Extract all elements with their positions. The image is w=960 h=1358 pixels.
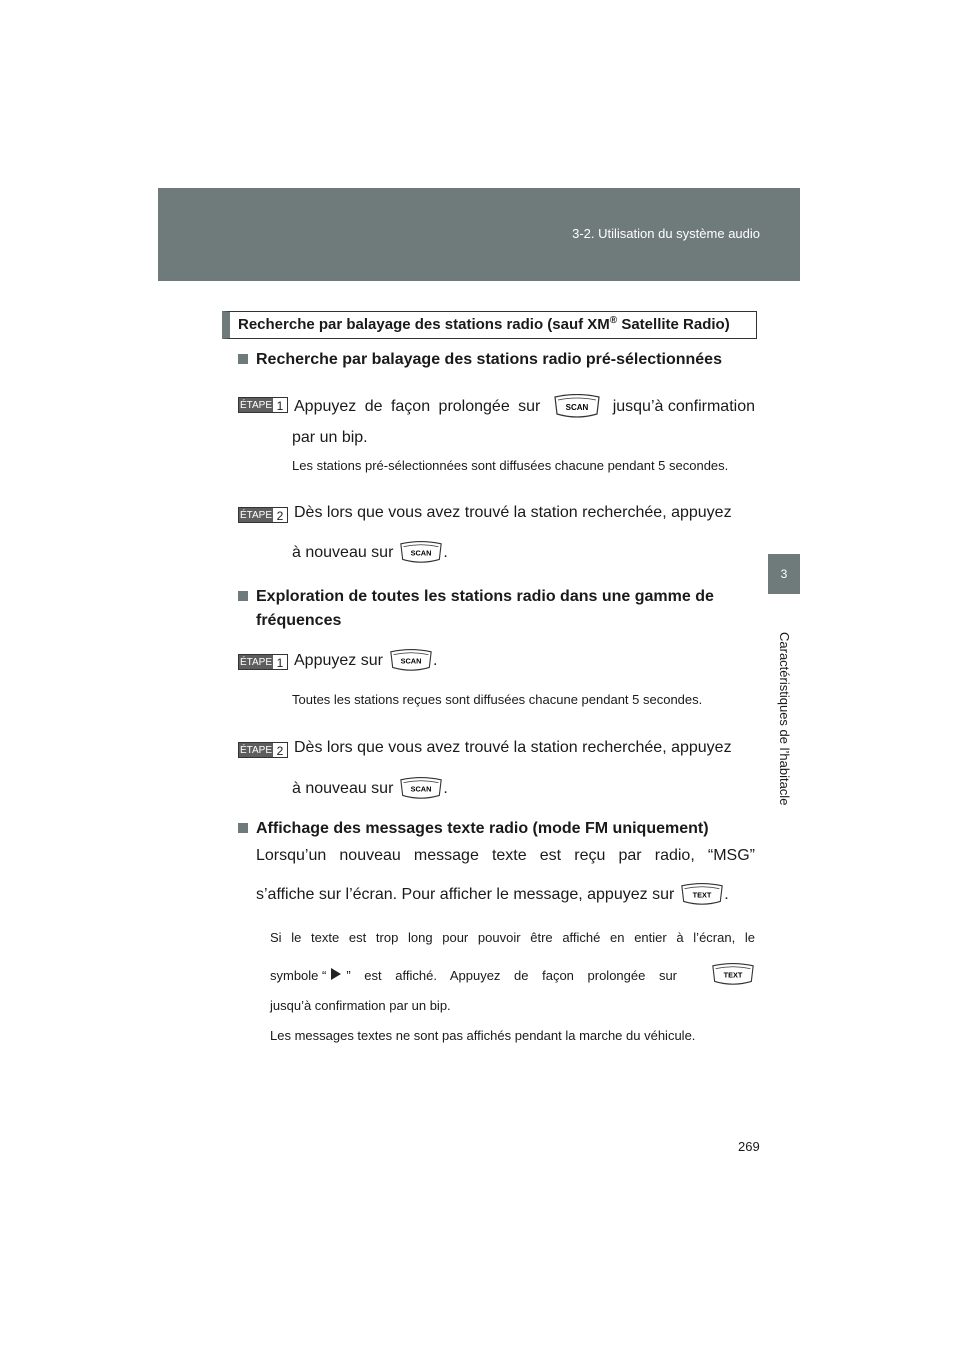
step-text: Appuyez sur bbox=[294, 652, 383, 669]
svg-text:SCAN: SCAN bbox=[411, 548, 432, 558]
period: . bbox=[432, 652, 438, 669]
body-text: Lorsqu’un nouveau message texte est reçu par radio, “MSG” bbox=[256, 847, 755, 864]
step-number: 2 bbox=[273, 508, 287, 522]
step-label: ÉTAPE bbox=[239, 510, 273, 521]
period: . bbox=[724, 886, 729, 903]
note-text: Les messages textes ne sont pas affichés pendant la marche du véhicule. bbox=[270, 1028, 696, 1043]
step-text: à nouveau sur bbox=[292, 544, 394, 561]
text-button-icon bbox=[680, 882, 724, 908]
step-text-continued: par un bip. bbox=[292, 429, 368, 446]
square-bullet-icon bbox=[238, 823, 248, 833]
note-text: jusqu’à confirmation par un bip. bbox=[270, 998, 451, 1013]
square-bullet-icon bbox=[238, 354, 248, 364]
svg-text:SCAN: SCAN bbox=[400, 656, 422, 666]
step-badge bbox=[238, 654, 288, 670]
scan-button-icon bbox=[553, 394, 601, 420]
section-title-b: Satellite Radio) bbox=[617, 316, 730, 333]
step-text: jusqu’à confirmation bbox=[612, 398, 755, 415]
period: . bbox=[443, 544, 448, 561]
svg-text:SCAN: SCAN bbox=[565, 403, 588, 412]
sub-heading-text: Recherche par balayage des stations radio pré-sélectionnées bbox=[256, 351, 722, 368]
step-1b-line bbox=[294, 648, 437, 674]
step-label: ÉTAPE bbox=[239, 657, 273, 668]
text-button-icon bbox=[711, 962, 755, 988]
header-title: 3-2. Utilisation du système audio bbox=[572, 226, 760, 241]
svg-text:TEXT: TEXT bbox=[723, 970, 743, 980]
note-text: Si le texte est trop long pour pouvoir être affiché en entier à l’écran, le bbox=[270, 930, 755, 945]
note-text-line-2 bbox=[270, 962, 755, 988]
svg-text:SCAN: SCAN bbox=[411, 784, 432, 794]
step-number: 1 bbox=[273, 398, 287, 412]
period: . bbox=[443, 780, 448, 797]
step-text: à nouveau sur bbox=[292, 780, 394, 797]
step-1-line bbox=[294, 394, 755, 420]
header-band bbox=[158, 188, 800, 281]
chapter-label: Caractéristiques de l’habitacle bbox=[777, 632, 792, 806]
sub-heading-text: Affichage des messages texte radio (mode FM uniquement) bbox=[256, 820, 709, 837]
scan-button-icon bbox=[399, 540, 443, 566]
chapter-number-tab: 3 bbox=[768, 554, 800, 594]
step-2b-line bbox=[292, 776, 448, 802]
section-title bbox=[222, 311, 757, 339]
sub-heading-text-messages bbox=[238, 820, 709, 838]
registered-mark: ® bbox=[609, 315, 618, 326]
step-badge bbox=[238, 742, 288, 758]
step-2-line bbox=[292, 540, 448, 566]
sub-heading-text: Exploration de toutes les stations radio dans une gamme de bbox=[256, 588, 714, 605]
step-note: Toutes les stations reçues sont diffusées chacune pendant 5 secondes. bbox=[292, 692, 703, 707]
step-label: ÉTAPE bbox=[239, 400, 273, 411]
body-text-line-2 bbox=[256, 882, 755, 908]
body-text: s’affiche sur l’écran. Pour afficher le message, appuyez sur bbox=[256, 886, 675, 903]
step-text: Dès lors que vous avez trouvé la station recherchée, appuyez bbox=[294, 504, 732, 521]
scan-button-icon bbox=[389, 648, 433, 674]
step-badge bbox=[238, 507, 288, 523]
step-badge bbox=[238, 397, 288, 413]
section-title-a: Recherche par balayage des stations radio (sauf XM bbox=[238, 316, 610, 333]
step-note: Les stations pré-sélectionnées sont diffusées chacune pendant 5 secondes. bbox=[292, 458, 729, 473]
page-number: 269 bbox=[738, 1139, 760, 1154]
scan-button-icon bbox=[399, 776, 443, 802]
step-number: 2 bbox=[273, 743, 287, 757]
step-number: 1 bbox=[273, 655, 287, 669]
step-text: Appuyez de façon prolongée sur bbox=[294, 398, 541, 415]
sub-heading-text-continued: fréquences bbox=[256, 612, 342, 629]
step-label: ÉTAPE bbox=[239, 745, 273, 756]
svg-text:TEXT: TEXT bbox=[692, 890, 712, 900]
play-arrow-icon bbox=[330, 967, 342, 984]
note-text: symbole “ bbox=[270, 967, 327, 983]
note-text: ” est affiché. Appuyez de façon prolongée sur bbox=[346, 967, 678, 983]
step-text: Dès lors que vous avez trouvé la station recherchée, appuyez bbox=[294, 739, 732, 756]
sub-heading-preset-scan bbox=[238, 351, 722, 369]
sub-heading-full-scan bbox=[238, 585, 755, 633]
square-bullet-icon bbox=[238, 591, 248, 601]
